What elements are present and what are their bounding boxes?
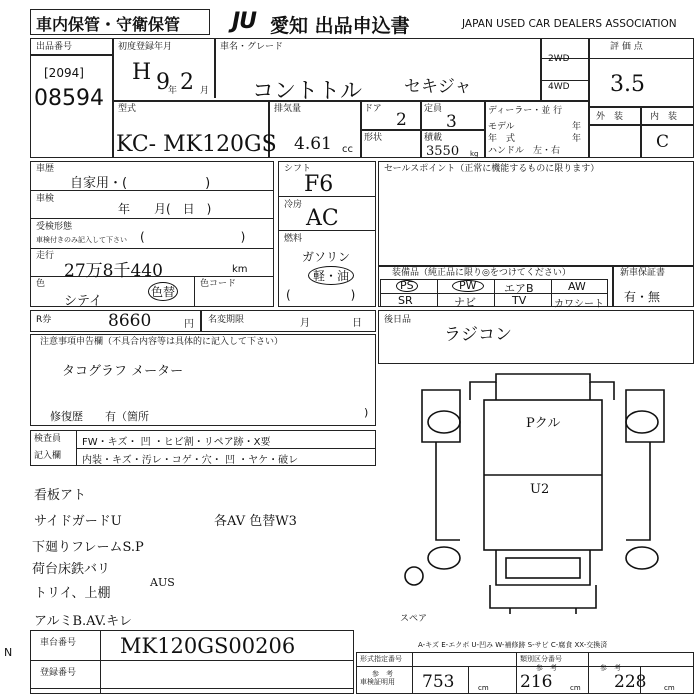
n-mark: N <box>4 646 13 659</box>
lot-sub-number: [2094] <box>44 66 84 80</box>
remark-4: 荷台床鉄バリ <box>32 562 111 577</box>
inspection-label: 車検 <box>36 194 55 204</box>
load-value: 3550 <box>426 144 460 159</box>
chassis-value: MK120GS00206 <box>120 634 296 658</box>
equip-navi: ナビ <box>454 296 476 309</box>
mileage-value: 27万8千440 <box>64 261 163 281</box>
equip-seat: カワシート <box>554 299 604 310</box>
color-value: シテイ <box>64 294 103 309</box>
remark-aus: AUS <box>150 576 175 589</box>
car-maker-value: セキジャ <box>404 77 472 97</box>
remark-av-repaint: 各AV 色替W3 <box>214 514 297 529</box>
aftermarket-value: ラジコン <box>444 325 512 345</box>
remark-3: 下廻りフレームS.P <box>32 540 144 555</box>
class-no-label: 類別区分番号 <box>520 655 562 663</box>
damage-legend: A-キズ E-エクボ U-凹み W-補修跡 S-サビ C-腐食 XX-交換済 <box>418 641 608 649</box>
model-value: KC- MK120GS <box>116 132 277 157</box>
shape-label: 形状 <box>364 133 383 143</box>
kg-unit: kg <box>470 150 479 158</box>
fuel-diesel: 軽・油 <box>308 266 354 285</box>
remark-5: トリイ、上棚 <box>34 586 111 601</box>
lot-number: 08594 <box>34 86 104 111</box>
doors-label: ドア <box>364 104 382 114</box>
month-unit: 月 <box>200 86 210 96</box>
form-title: 愛知 出品申込書 <box>270 15 410 37</box>
history-value: 自家用・( ) <box>70 176 211 191</box>
km-unit: km <box>232 264 248 275</box>
cooling-value: AC <box>306 206 339 231</box>
year-model-label: 年 式 <box>488 134 516 144</box>
acceptance-label: 受検形態 <box>36 222 73 232</box>
first-reg-month: 2 <box>180 70 194 95</box>
capacity-value: 3 <box>446 112 457 132</box>
chassis-label: 車台番号 <box>40 638 77 648</box>
shift-value: F6 <box>304 172 334 197</box>
cc-unit: cc <box>342 144 353 155</box>
fuel-gasoline: ガソリン <box>302 250 351 264</box>
fuel-label: 燃料 <box>284 234 303 244</box>
shift-label: シフト <box>284 164 312 174</box>
capacity-label: 定員 <box>424 104 443 114</box>
association-name: JAPAN USED CAR DEALERS ASSOCIATION <box>462 18 677 30</box>
exterior-label: 外 装 <box>596 112 624 122</box>
equip-pw: PW <box>452 280 484 292</box>
equip-sr: SR <box>398 294 413 307</box>
year-unit: 年 <box>168 86 178 96</box>
displacement-label: 排気量 <box>274 104 302 114</box>
ref-label-3: 参 考 <box>600 664 621 672</box>
equip-tv: TV <box>512 294 527 307</box>
inspector-label: 検査員 <box>34 434 62 444</box>
ref-label-1: 参 考 <box>372 670 393 678</box>
cab-top <box>470 374 614 400</box>
entry-label: 記入欄 <box>34 451 62 461</box>
cab-rear <box>496 550 590 585</box>
year-model-unit: 年 <box>572 134 582 144</box>
wheel-rl <box>428 547 460 569</box>
notes-text: タコグラフ メーター <box>62 364 184 379</box>
remark-6: アルミB.AV.キレ <box>34 614 133 629</box>
wheel-fl <box>428 411 460 433</box>
model-year-label: モデル <box>488 122 515 132</box>
model-year-unit: 年 <box>572 122 582 132</box>
acceptance-value: ( ) <box>140 230 246 244</box>
color-code-label: 色コード <box>200 279 237 289</box>
recycle-value: 8660 <box>108 311 152 331</box>
dealer-label: ディーラー・並 行 <box>488 106 563 116</box>
ju-logo: JU <box>232 9 257 34</box>
inspection-value: 年 月( 日 ) <box>118 202 212 216</box>
ref-label-2: 参 考 <box>536 664 557 672</box>
mileage-label: 走行 <box>36 251 55 261</box>
fuel-paren: ( ) <box>286 288 356 302</box>
right-side <box>626 390 664 442</box>
drive-2wd: 2WD <box>548 54 570 64</box>
name-change-label: 名変期限 <box>208 315 245 325</box>
displacement-value: 4.61 <box>294 134 332 154</box>
diagram-label-mid: U2 <box>530 482 550 497</box>
color-label: 色 <box>36 279 46 289</box>
model-label: 型式 <box>118 104 137 114</box>
spare-label: スペア <box>400 614 428 624</box>
inspector-row1: FW・キズ・ 凹 ・ヒビ割・リペア跡・X要 <box>82 437 271 448</box>
storage-label: 車内保管・守衛保管 <box>36 15 181 34</box>
equip-airbag: エアB <box>504 282 534 295</box>
notes-label: 注意事項申告欄（不具合内容等は具体的に記入して下さい） <box>40 337 284 347</box>
width-value: 216 <box>520 672 553 692</box>
equip-ps: PS <box>396 280 418 292</box>
length-unit: cm <box>478 684 489 692</box>
diagram-label-top: Pクル <box>526 416 561 431</box>
equip-aw: AW <box>568 280 586 293</box>
grade-label: 評 価 点 <box>610 42 643 52</box>
reg-label: 登録番号 <box>40 668 77 678</box>
spare-tire <box>405 567 423 585</box>
acceptance-note: 車検付きのみ記入して下さい <box>36 236 127 244</box>
lot-label: 出品番号 <box>36 42 73 52</box>
recycle-label: R券 <box>36 315 52 325</box>
doors-value: 2 <box>396 110 407 130</box>
width-unit: cm <box>570 684 581 692</box>
sales-point-label: セールスポイント（正常に機能するものに限ります） <box>384 164 600 174</box>
wheel-fr <box>626 411 658 433</box>
left-side <box>422 390 460 442</box>
equipment-label: 装備品（純正品に限り◎をつけてください） <box>392 268 571 278</box>
first-reg-label: 初度登録年月 <box>118 42 173 52</box>
recycle-unit: 円 <box>184 319 194 330</box>
drive-4wd: 4WD <box>548 82 570 92</box>
load-label: 積載 <box>424 133 443 143</box>
grade-score: 3.5 <box>610 72 645 97</box>
recycle-block <box>30 310 376 332</box>
name-change-month: 月 <box>300 318 310 329</box>
first-reg-year: 9 <box>156 70 170 95</box>
inspector-row2: 内装・キズ・汚レ・コゲ・穴・ 凹 ・ヤケ・破レ <box>82 455 299 466</box>
name-change-day: 日 <box>352 318 362 329</box>
first-reg-era: H <box>132 60 152 85</box>
history-label: 車歴 <box>36 164 55 174</box>
height-unit: cm <box>664 684 675 692</box>
wheel-rr <box>626 547 658 569</box>
car-name-label: 車名・グレード <box>220 42 284 52</box>
repaint-value: 色替 <box>148 282 178 301</box>
warranty-label: 新車保証書 <box>620 268 666 278</box>
aftermarket-label: 後日品 <box>384 315 412 325</box>
aftermarket-block <box>378 310 694 364</box>
car-name-value: コントトル <box>252 79 363 104</box>
len-label: 車検証明用 <box>360 678 395 686</box>
interior-label: 内 装 <box>650 112 678 122</box>
remark-1: 看板アト <box>34 488 87 503</box>
cooling-label: 冷房 <box>284 200 303 210</box>
repair-history: 修復歴 有（箇所 <box>50 410 149 423</box>
interior-grade: C <box>656 132 670 152</box>
warranty-value: 有・無 <box>624 290 661 304</box>
type-no-label: 形式指定番号 <box>360 655 402 663</box>
handle-label: ハンドル 左・右 <box>488 146 561 156</box>
length-value: 753 <box>422 672 455 692</box>
height-value: 228 <box>614 672 647 692</box>
remark-2: サイドガードU <box>34 514 122 529</box>
